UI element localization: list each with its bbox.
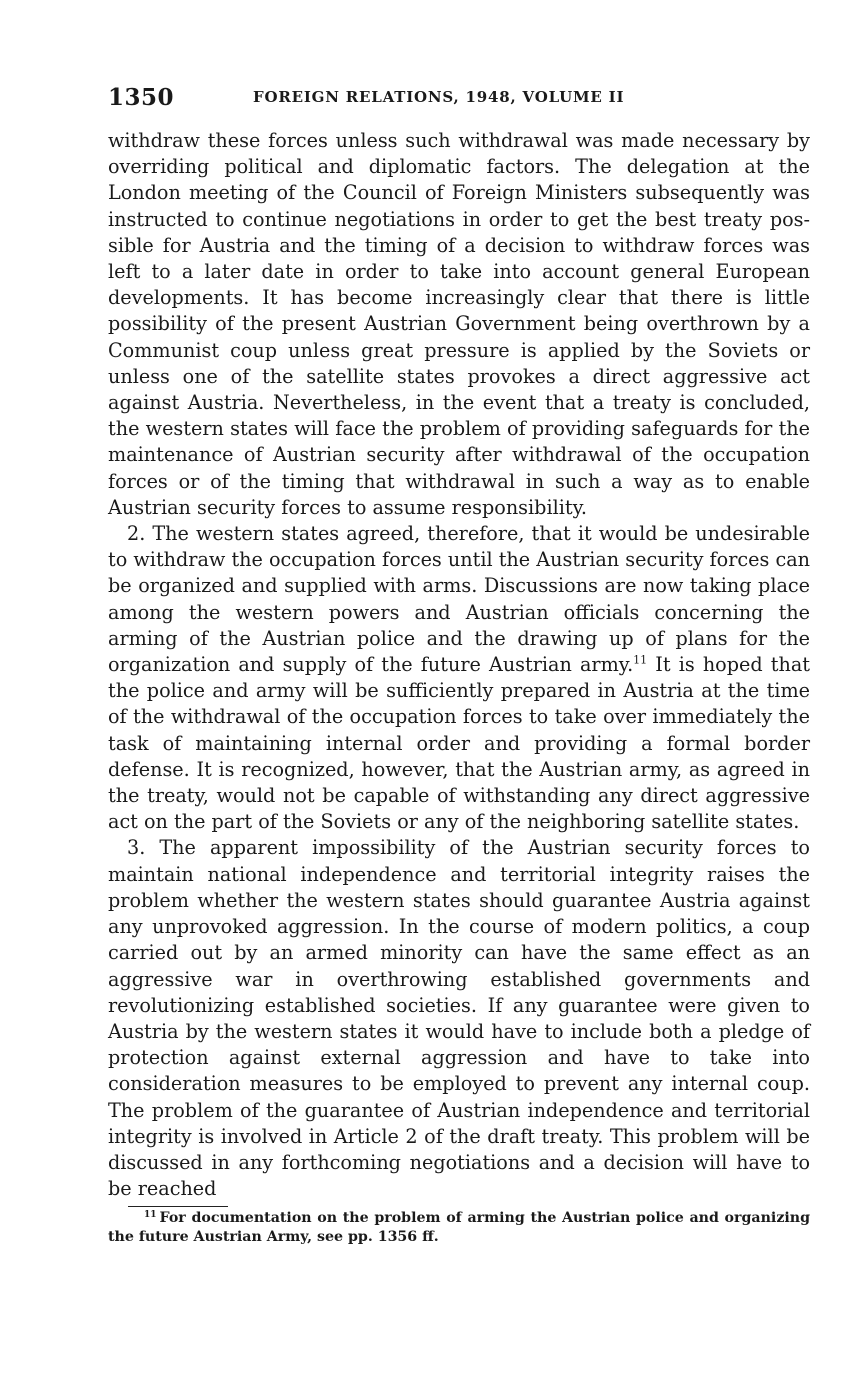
footnote-reference: 11 xyxy=(633,653,648,667)
footnote xyxy=(108,1209,810,1247)
footnote-text: For documentation on the problem of arming the Austrian police and organizing the future Austrian Army, see pp. 1356 ff. xyxy=(108,1210,810,1246)
document-page xyxy=(108,84,810,1247)
paragraph-2-text-after: It is hoped that the police and army will be sufficiently prepared in Austria at the time of the withdrawal of the occupation forces to take over immediately the task of maintaining internal order and providing a formal border defense. It is recognized, however, that the Austrian army, as agreed in the treaty, would not be capable of withstanding any direct aggressive act on the part of the Soviets or any of the neighboring satellite states. xyxy=(108,653,811,834)
page-header xyxy=(108,84,810,116)
paragraph-2-text-before: 2. The western states agreed, therefore, that it would be undesirable to withdraw the occupation forces until the Austrian security forces can be organized and supplied with arms. Discussions are now taking place among the western powers and Austrian officials concerning the arming of the Austrian police and the drawing up of plans for the organization and supply of the future Austrian army. xyxy=(108,522,810,677)
page-number: 1350 xyxy=(108,84,175,111)
footnote-divider xyxy=(128,1206,228,1207)
paragraph-1-text: withdraw these forces unless such withdrawal was made necessary by overriding political and diplomatic factors. The delegation at the London meeting of the Council of Foreign Ministers subsequently was instructed to continue negotiations in order to get the best treaty possible for Austria and the timing of a decision to withdraw forces was left to a later date in order to take into account general European developments. It has become increasingly clear that there is little possibility of the present Austrian Government being overthrown by a Communist coup unless great pressure is applied by the Soviets or unless one of the satellite states provokes a direct aggressive act against Austria. Nevertheless, in the event that a treaty is concluded, the western states will face the problem of providing safeguards for the maintenance of Austrian security after withdrawal of the occupation forces or of the timing that withdrawal in such a way as to enable Austrian security forces to assume responsibility. xyxy=(108,129,810,519)
paragraph-continuation xyxy=(108,128,810,521)
paragraph-2 xyxy=(108,521,810,835)
running-title: FOREIGN RELATIONS, 1948, VOLUME II xyxy=(253,88,625,106)
body-text xyxy=(108,128,810,1202)
paragraph-3-text: 3. The apparent impossibility of the Austrian security forces to maintain national independence and territorial integrity raises the problem whether the western states should guarantee Austria against any unprovoked aggression. In the course of modern politics, a coup carried out by an armed minority can have the same effect as an aggressive war in overthrowing established governments and revolutionizing established societies. If any guarantee were given to Austria by the western states it would have to include both a pledge of protection against external aggression and have to take into consideration measures to be employed to prevent any internal coup. The problem of the guarantee of Austrian independence and territorial integrity is involved in Article 2 of the draft treaty. This problem will be discussed in any forthcoming negotiations and a decision will have to be reached xyxy=(108,836,810,1201)
footnote-mark: 11 xyxy=(144,1209,157,1220)
paragraph-3 xyxy=(108,835,810,1202)
